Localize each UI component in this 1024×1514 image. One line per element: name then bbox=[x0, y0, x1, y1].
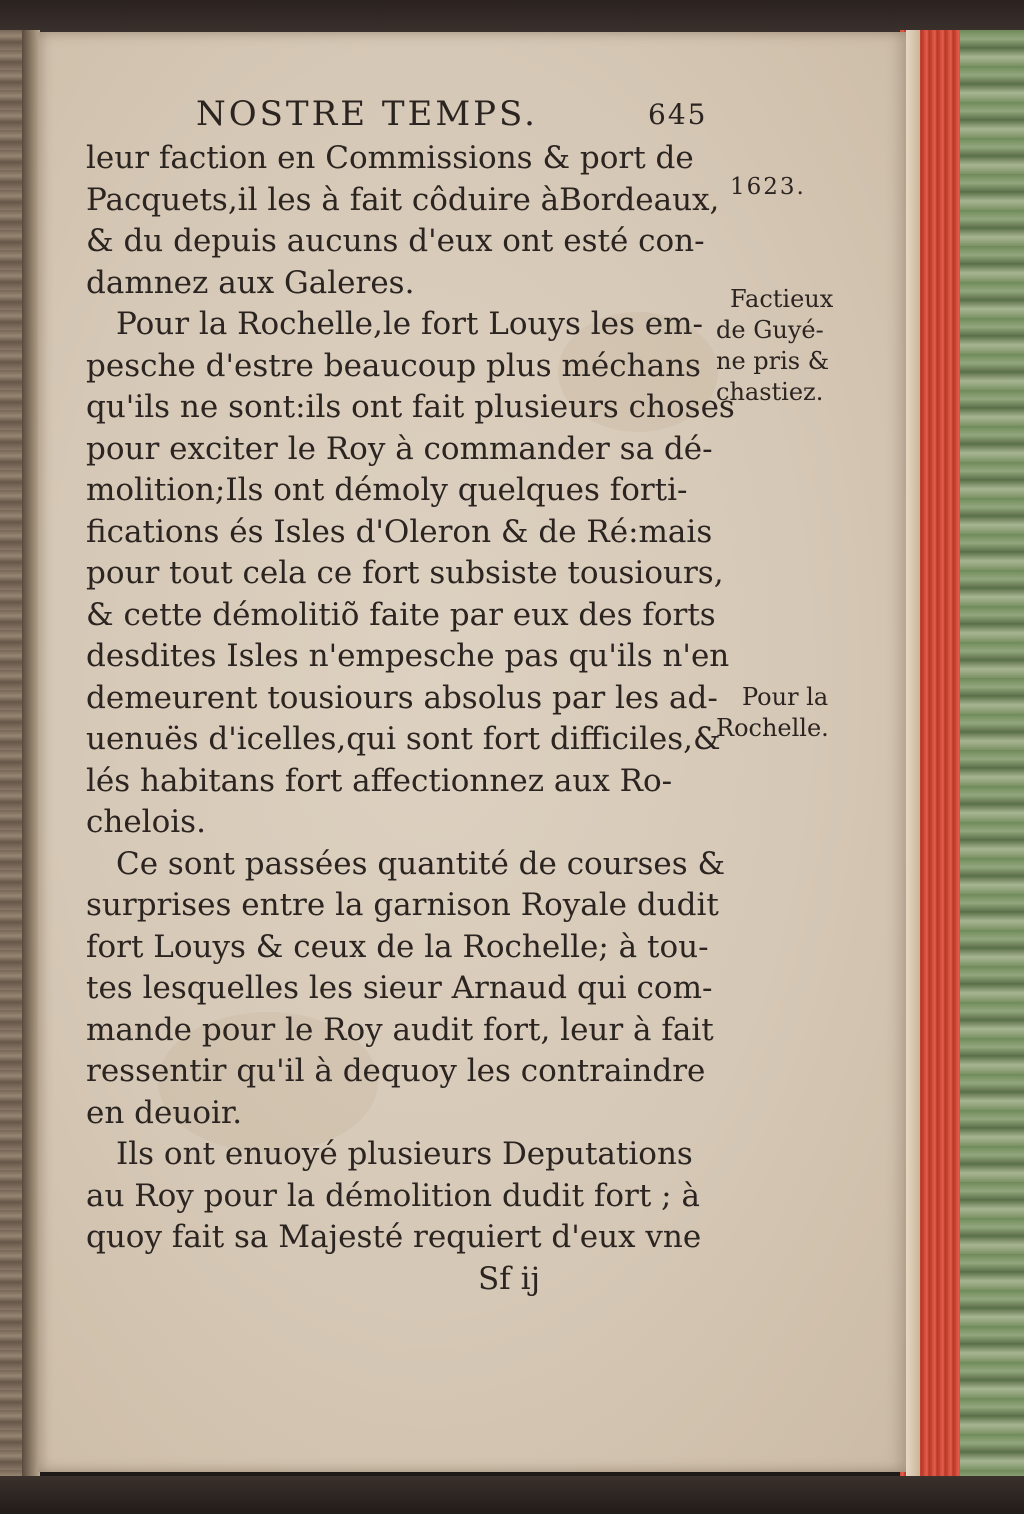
text-line: Ils ont enuoyé plusieurs Deputations bbox=[116, 1136, 693, 1172]
margin-note-date: 1623. bbox=[730, 174, 806, 200]
text-line: ressentir qu'il à dequoy les contraindre bbox=[86, 1053, 706, 1089]
text-line: desdites Isles n'empesche pas qu'ils n'en bbox=[86, 638, 730, 674]
text-line: pesche d'estre beaucoup plus méchans bbox=[86, 347, 701, 384]
text-line: fort Louys & ceux de la Rochelle; à tou- bbox=[86, 928, 709, 965]
margin-note-factieux bbox=[716, 284, 833, 408]
body-text bbox=[86, 138, 735, 1300]
text-line: Pour la Rochelle,le fort Louys les em- bbox=[116, 306, 703, 342]
green-cover-edge bbox=[960, 30, 1024, 1480]
text-line: molition;Ils ont démoly quelques forti- bbox=[86, 472, 688, 508]
text-line: qu'ils ne sont:ils ont fait plusieurs choses bbox=[86, 389, 735, 425]
catchword: Sf ij bbox=[478, 1260, 541, 1297]
text-line: leur faction en Commissions & port de bbox=[86, 140, 694, 176]
text-line: pour exciter le Roy à commander sa dé- bbox=[86, 430, 713, 467]
margin-note-line: ne pris & bbox=[716, 347, 830, 375]
running-head-title: NOSTRE TEMPS. bbox=[196, 94, 538, 134]
text-line: au Roy pour la démolition dudit fort ; à bbox=[86, 1177, 700, 1214]
text-line: fications és Isles d'Oleron & de Ré:mais bbox=[86, 513, 713, 550]
margin-note-line: Pour la bbox=[742, 683, 829, 711]
text-line: damnez aux Galeres. bbox=[86, 264, 415, 301]
text-line: uenuës d'icelles,qui sont fort difficiles,& bbox=[86, 721, 721, 757]
text-line: quoy fait sa Majesté requiert d'eux vne bbox=[86, 1219, 702, 1255]
margin-note-line: chastiez. bbox=[716, 378, 824, 406]
text-line: & cette démolitiõ faite par eux des forts bbox=[86, 596, 716, 633]
book-page bbox=[38, 32, 906, 1472]
text-line: pour tout cela ce fort subsiste tousiours, bbox=[86, 555, 724, 591]
text-line: en deuoir. bbox=[86, 1094, 243, 1131]
text-line: Pacquets,il les à fait côduire àBordeaux, bbox=[86, 181, 720, 218]
text-line: tes lesquelles les sieur Arnaud qui com- bbox=[86, 970, 713, 1006]
text-line: chelois. bbox=[86, 804, 206, 840]
text-line: Ce sont passées quantité de courses & bbox=[116, 845, 726, 882]
margin-note-line: Factieux bbox=[730, 285, 834, 313]
margin-note-line: Rochelle. bbox=[716, 714, 829, 742]
page-edge-light bbox=[906, 30, 920, 1480]
margin-note-rochelle bbox=[716, 682, 829, 744]
bottom-shadow-band bbox=[0, 1476, 1024, 1514]
text-line: lés habitans fort affectionnez aux Ro- bbox=[86, 762, 673, 799]
text-line: demeurent tousiours absolus par les ad- bbox=[86, 679, 718, 716]
text-line: surprises entre la garnison Royale dudit bbox=[86, 887, 719, 923]
page-number: 645 bbox=[648, 98, 708, 131]
text-line: & du depuis aucuns d'eux ont esté con- bbox=[86, 223, 705, 259]
margin-note-line: de Guyé- bbox=[716, 316, 824, 344]
text-line: mande pour le Roy audit fort, leur à fait bbox=[86, 1011, 714, 1048]
